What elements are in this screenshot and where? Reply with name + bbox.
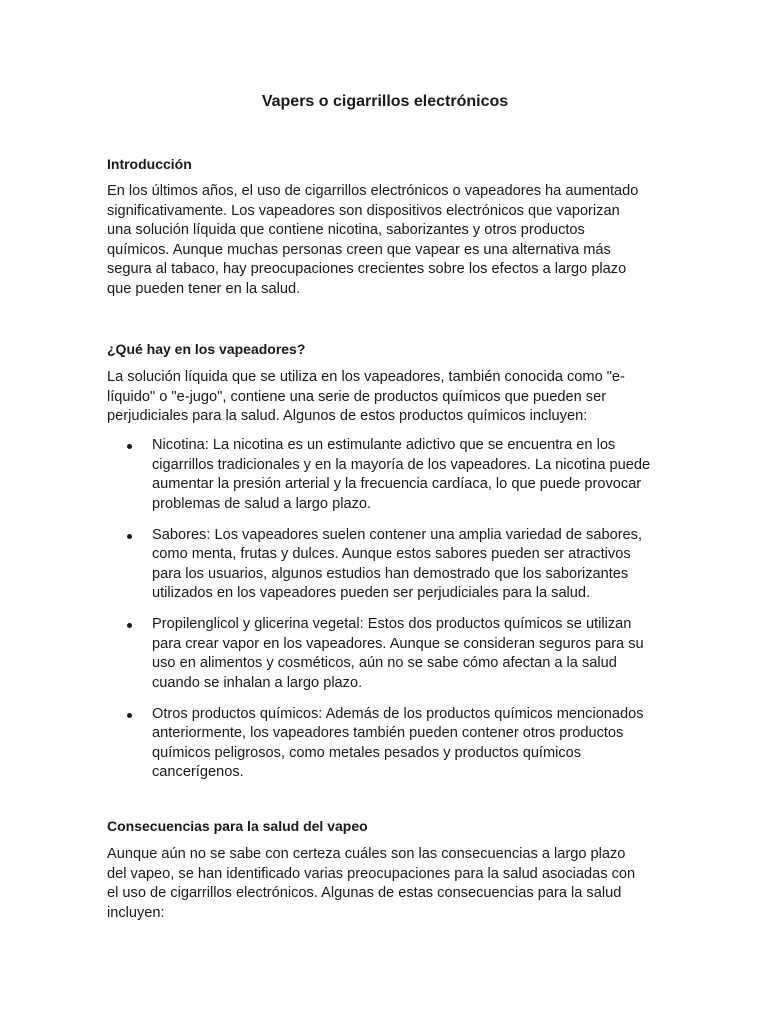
bullet-icon <box>127 534 132 539</box>
list-item <box>107 526 660 604</box>
list-item <box>107 705 660 783</box>
bullet-icon <box>127 713 132 718</box>
bullet-icon <box>127 444 132 449</box>
section-heading-consecuencias: Consecuencias para la salud del vapeo <box>107 818 368 834</box>
list-item-text: Sabores: Los vapeadores suelen contener una amplia variedad de sabores, como menta, frutas y dulces. Aunque estos sabores pueden ser atractivos para los usuarios, algunos estudios han demostrado que los saborizantes utilizados en los vapeadores pueden ser perjudiciales para la salud. <box>152 526 643 601</box>
ingredients-list <box>107 436 663 794</box>
section-paragraph-introduccion: En los últimos años, el uso de cigarrillos electrónicos o vapeadores ha aumentado significativamente. Los vapeadores son dispositivos electrónicos que vaporizan una solución líquida que contiene nicotina, saborizantes y otros productos químicos. Aunque muchas personas creen que vapear es una alternativa más segura al tabaco, hay preocupaciones crecientes sobre los efectos a largo plazo que pueden tener en la salud. <box>107 183 639 297</box>
list-item-text: Nicotina: La nicotina es un estimulante adictivo que se encuentra en los cigarrillos tradicionales y en la mayoría de los vapeadores. La nicotina puede aumentar la presión arterial y la frecuencia cardíaca, lo que puede provocar problemas de salud a largo plazo. <box>152 437 651 512</box>
list-item-text: Otros productos químicos: Además de los productos químicos mencionados anteriormente, los vapeadores también pueden contener otros productos químicos peligrosos, como metales pesados y productos químicos cancerígenos. <box>152 705 644 780</box>
section-heading-que-hay: ¿Qué hay en los vapeadores? <box>107 341 306 357</box>
section-paragraph-que-hay: La solución líquida que se utiliza en los vapeadores, también conocida como "e-líquido" o "e-jugo", contiene una serie de productos químicos que pueden ser perjudiciales para la salud. Algunos de estos productos químicos incluyen: <box>107 369 625 424</box>
list-item <box>107 436 660 514</box>
list-item <box>107 615 660 693</box>
section-heading-introduccion: Introducción <box>107 156 192 172</box>
document-title: Vapers o cigarrillos electrónicos <box>261 93 509 110</box>
list-item-text: Propilenglicol y glicerina vegetal: Estos dos productos químicos se utilizan para crear vapor en los vapeadores. Aunque se consideran seguros para su uso en alimentos y cosméticos, aún no se sabe cómo afectan a la salud cuando se inhalan a largo plazo. <box>152 616 644 691</box>
bullet-icon <box>127 623 132 628</box>
section-paragraph-consecuencias: Aunque aún no se sabe con certeza cuáles son las consecuencias a largo plazo del vapeo, se han identificado varias preocupaciones para la salud asociadas con el uso de cigarrillos electrónicos. Algunas de estas consecuencias para la salud incluyen: <box>107 846 636 921</box>
